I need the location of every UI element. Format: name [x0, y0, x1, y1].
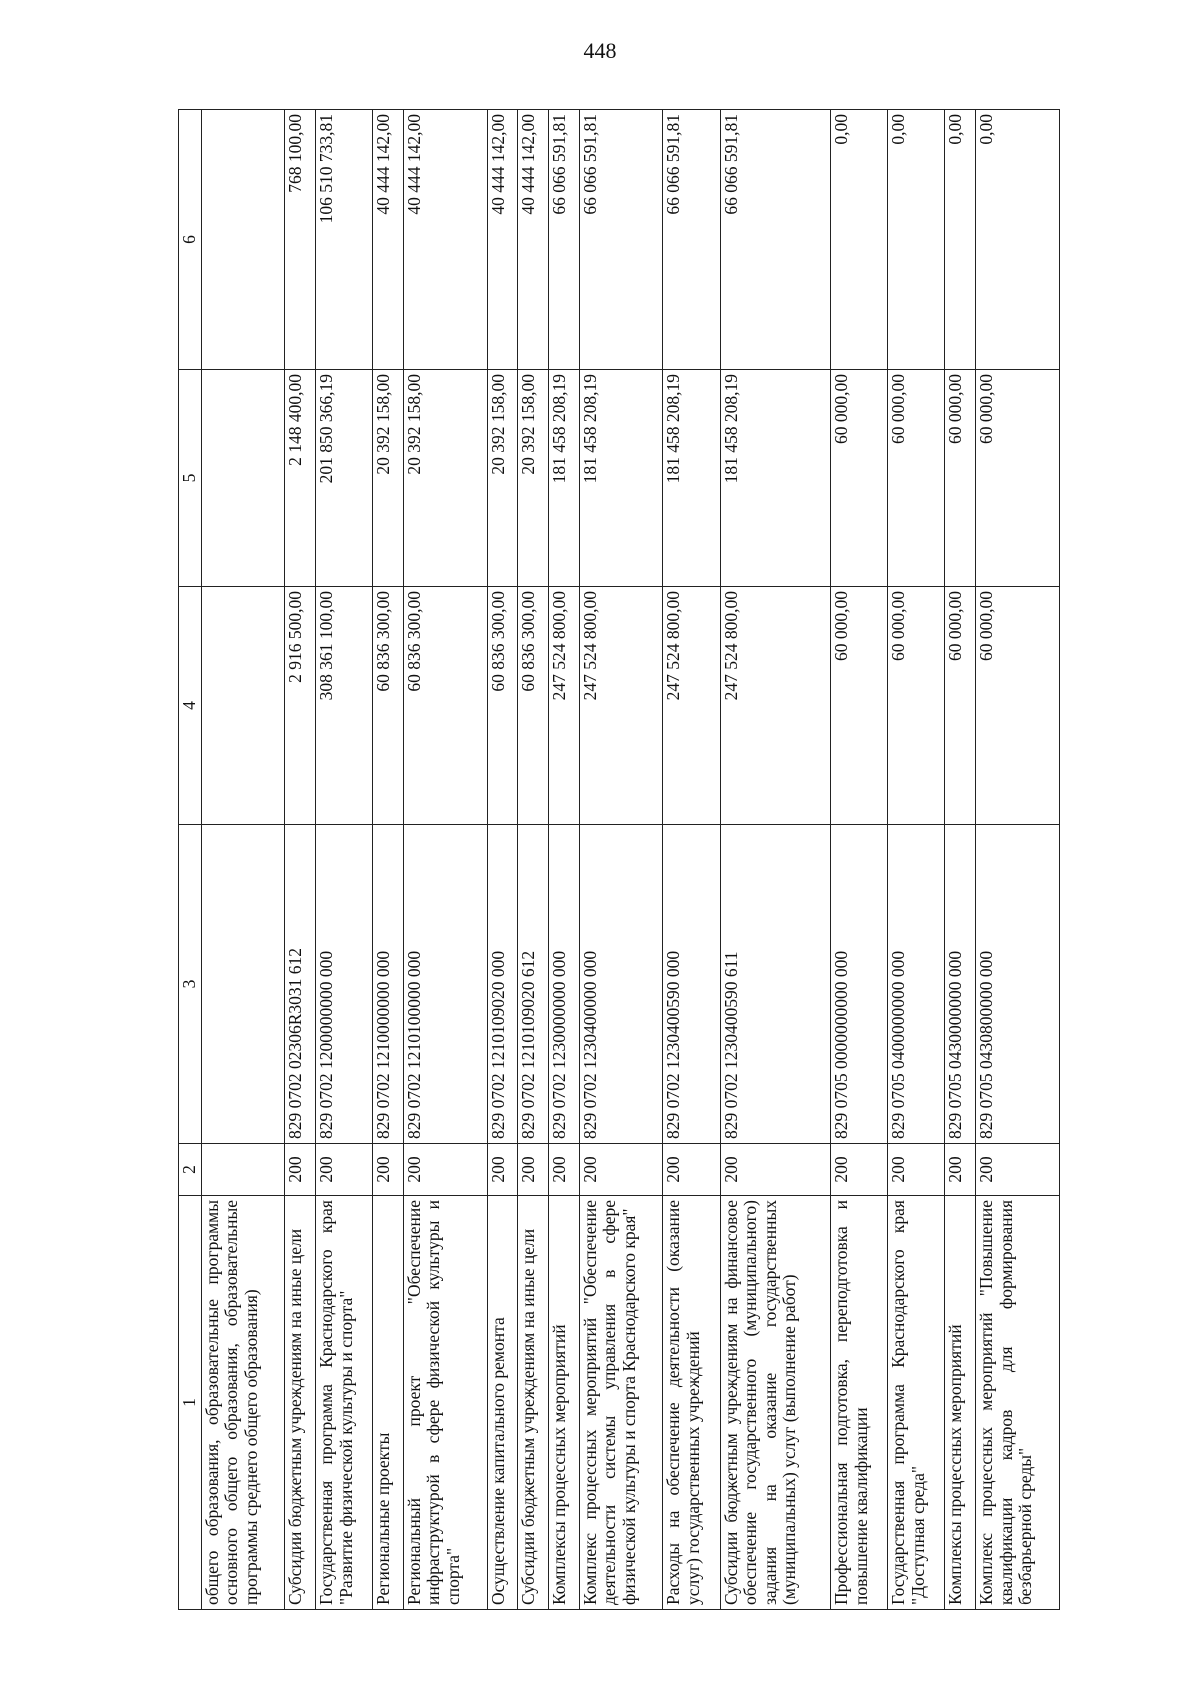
row-value-col6: 66 066 591,81 — [579, 110, 663, 370]
row-grbs: 200 — [663, 1144, 720, 1196]
row-value-col5: 181 458 208,19 — [663, 370, 720, 587]
row-value-col6: 40 444 142,00 — [487, 110, 518, 370]
row-code: 829 0702 1230400000 000 — [579, 825, 663, 1144]
row-value-col4: 60 000,00 — [888, 587, 945, 825]
table-row — [487, 110, 518, 1610]
row-code: 829 0705 0000000000 000 — [831, 825, 888, 1144]
row-code: 829 0705 0430800000 000 — [976, 825, 1060, 1144]
row-value-col5: 60 000,00 — [831, 370, 888, 587]
row-value-col5: 20 392 158,00 — [403, 370, 487, 587]
row-grbs: 200 — [518, 1144, 549, 1196]
header-col-5: 5 — [179, 370, 202, 587]
row-value-col4: 60 000,00 — [831, 587, 888, 825]
row-value-col4 — [201, 587, 285, 825]
row-code: 829 0702 02306R3031 612 — [285, 825, 316, 1144]
row-value-col5: 181 458 208,19 — [720, 370, 830, 587]
row-code: 829 0705 0400000000 000 — [888, 825, 945, 1144]
table-row — [945, 110, 976, 1610]
row-value-col5: 60 000,00 — [888, 370, 945, 587]
row-name: Профессиональная подготовка, переподготовка и повышение квалификации — [831, 1196, 888, 1610]
row-value-col4: 60 836 300,00 — [403, 587, 487, 825]
row-grbs: 200 — [831, 1144, 888, 1196]
row-value-col6: 0,00 — [976, 110, 1060, 370]
row-grbs: 200 — [945, 1144, 976, 1196]
row-value-col6 — [201, 110, 285, 370]
row-value-col6: 66 066 591,81 — [663, 110, 720, 370]
table-header-row — [179, 110, 202, 1610]
row-value-col4: 60 000,00 — [945, 587, 976, 825]
row-grbs: 200 — [579, 1144, 663, 1196]
row-code — [201, 825, 285, 1144]
table-row — [831, 110, 888, 1610]
row-value-col5: 181 458 208,19 — [579, 370, 663, 587]
row-grbs: 200 — [487, 1144, 518, 1196]
row-name: Региональный проект "Обеспечение инфраструктурой в сфере физической культуры и спорта" — [403, 1196, 487, 1610]
row-value-col6: 40 444 142,00 — [373, 110, 404, 370]
row-value-col4: 60 836 300,00 — [373, 587, 404, 825]
row-name: общего образования, образовательные программы основного общего образования, образовательные программы среднего общего образования) — [201, 1196, 285, 1610]
row-value-col4: 247 524 800,00 — [579, 587, 663, 825]
row-value-col4: 247 524 800,00 — [663, 587, 720, 825]
row-code: 829 0705 0430000000 000 — [945, 825, 976, 1144]
header-col-2: 2 — [179, 1144, 202, 1196]
row-value-col5: 20 392 158,00 — [373, 370, 404, 587]
row-code: 829 0702 1210109020 000 — [487, 825, 518, 1144]
row-name: Субсидии бюджетным учреждениям на иные цели — [285, 1196, 316, 1610]
row-value-col5: 20 392 158,00 — [487, 370, 518, 587]
table-row — [373, 110, 404, 1610]
row-code: 829 0702 1230400590 611 — [720, 825, 830, 1144]
row-grbs: 200 — [548, 1144, 579, 1196]
budget-table — [178, 109, 1060, 1610]
row-value-col5: 2 148 400,00 — [285, 370, 316, 587]
row-code: 829 0702 1230400590 000 — [663, 825, 720, 1144]
row-value-col4: 60 000,00 — [976, 587, 1060, 825]
row-name: Комплекс процессных мероприятий "Повышение квалификации кадров для формирования безбарьерной среды" — [976, 1196, 1060, 1610]
row-value-col6: 40 444 142,00 — [403, 110, 487, 370]
row-value-col6: 66 066 591,81 — [548, 110, 579, 370]
row-grbs: 200 — [285, 1144, 316, 1196]
row-value-col6: 0,00 — [945, 110, 976, 370]
row-code: 829 0702 1210000000 000 — [373, 825, 404, 1144]
row-name: Комплексы процессных мероприятий — [548, 1196, 579, 1610]
header-col-1: 1 — [179, 1196, 202, 1610]
row-value-col4: 247 524 800,00 — [720, 587, 830, 825]
table-row — [548, 110, 579, 1610]
row-name: Комплексы процессных мероприятий — [945, 1196, 976, 1610]
row-code: 829 0702 1230000000 000 — [548, 825, 579, 1144]
table-row — [888, 110, 945, 1610]
row-value-col4: 60 836 300,00 — [487, 587, 518, 825]
table-body — [201, 110, 1059, 1610]
table-row — [663, 110, 720, 1610]
rotated-table-container — [178, 110, 1060, 1610]
row-value-col4: 308 361 100,00 — [316, 587, 373, 825]
header-col-6: 6 — [179, 110, 202, 370]
row-value-col5: 20 392 158,00 — [518, 370, 549, 587]
row-value-col4: 247 524 800,00 — [548, 587, 579, 825]
row-name: Комплекс процессных мероприятий "Обеспечение деятельности системы управления в сфере физической культуры и спорта Краснодарского края" — [579, 1196, 663, 1610]
row-value-col5: 60 000,00 — [976, 370, 1060, 587]
header-col-3: 3 — [179, 825, 202, 1144]
table-row — [720, 110, 830, 1610]
row-name: Региональные проекты — [373, 1196, 404, 1610]
row-grbs: 200 — [316, 1144, 373, 1196]
row-value-col6: 768 100,00 — [285, 110, 316, 370]
row-value-col5: 181 458 208,19 — [548, 370, 579, 587]
row-name: Государственная программа Краснодарского края "Развитие физической культуры и спорта" — [316, 1196, 373, 1610]
row-value-col6: 106 510 733,81 — [316, 110, 373, 370]
row-name: Субсидии бюджетным учреждениям на финансовое обеспечение государственного (муниципального) задания на оказание государственных (муниципальных) услуг (выполнение работ) — [720, 1196, 830, 1610]
row-value-col6: 40 444 142,00 — [518, 110, 549, 370]
row-name: Субсидии бюджетным учреждениям на иные цели — [518, 1196, 549, 1610]
row-value-col5: 60 000,00 — [945, 370, 976, 587]
row-value-col4: 2 916 500,00 — [285, 587, 316, 825]
row-grbs: 200 — [976, 1144, 1060, 1196]
row-name: Расходы на обеспечение деятельности (оказание услуг) государственных учреждений — [663, 1196, 720, 1610]
row-name: Государственная программа Краснодарского края "Доступная среда" — [888, 1196, 945, 1610]
row-value-col5 — [201, 370, 285, 587]
row-value-col5: 201 850 366,19 — [316, 370, 373, 587]
table-row — [403, 110, 487, 1610]
row-grbs: 200 — [720, 1144, 830, 1196]
row-grbs: 200 — [373, 1144, 404, 1196]
row-grbs — [201, 1144, 285, 1196]
table-row — [518, 110, 549, 1610]
row-code: 829 0702 1200000000 000 — [316, 825, 373, 1144]
table-row — [316, 110, 373, 1610]
row-value-col6: 0,00 — [831, 110, 888, 370]
table-row — [285, 110, 316, 1610]
row-code: 829 0702 1210100000 000 — [403, 825, 487, 1144]
row-value-col6: 66 066 591,81 — [720, 110, 830, 370]
page-number: 448 — [583, 38, 617, 63]
row-name: Осуществление капитального ремонта — [487, 1196, 518, 1610]
row-grbs: 200 — [888, 1144, 945, 1196]
table-row — [976, 110, 1060, 1610]
table-row — [579, 110, 663, 1610]
row-value-col6: 0,00 — [888, 110, 945, 370]
table-row — [201, 110, 285, 1610]
row-code: 829 0702 1210109020 612 — [518, 825, 549, 1144]
header-col-4: 4 — [179, 587, 202, 825]
row-grbs: 200 — [403, 1144, 487, 1196]
row-value-col4: 60 836 300,00 — [518, 587, 549, 825]
